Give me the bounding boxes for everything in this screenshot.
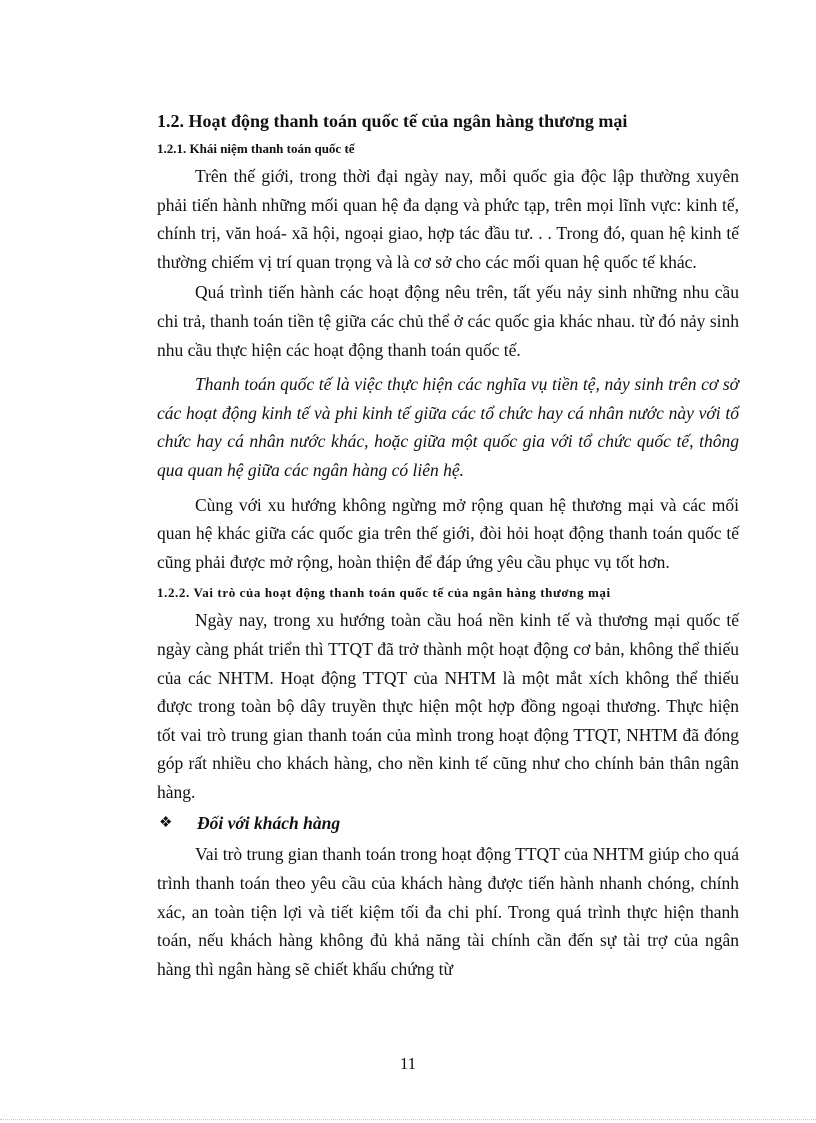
page-number: 11 xyxy=(399,1054,417,1073)
bullet-heading xyxy=(157,808,739,838)
subsection-heading-2: 1.2.2. Vai trò của hoạt động thanh toán quốc tế của ngân hàng thương mại xyxy=(157,585,611,601)
section-heading: 1.2. Hoạt động thanh toán quốc tế của ngân hàng thương mại xyxy=(157,111,628,131)
paragraph-role: Ngày nay, trong xu hướng toàn cầu hoá nền kinh tế và thương mại quốc tế ngày càng phát triển thì TTQT đã trở thành một hoạt động cơ bản, không thể thiếu của các NHTM. Hoạt động TTQT của NHTM là một mắt xích không thể thiếu được trong toàn bộ dây truyền thực hiện một hợp đồng ngoại thương. Thực hiện tốt vai trò trung gian thanh toán của mình trong hoạt động TTQT, NHTM đã đóng góp rất nhiều cho khách hàng, cho nền kinh tế cũng như cho chính bản thân ngân hàng. xyxy=(157,610,739,802)
page-content xyxy=(157,108,739,985)
paragraph-intro: Trên thế giới, trong thời đại ngày nay, mỗi quốc gia độc lập thường xuyên phải tiến hành những mối quan hệ đa dạng và phức tạp, trên mọi lĩnh vực: kinh tế, chính trị, văn hoá- xã hội, ngoại giao, hợp tác đầu tư. . . Trong đó, quan hệ kinh tế thường chiếm vị trí quan trọng và là cơ sở cho các mối quan hệ quốc tế khác. xyxy=(157,166,739,272)
footer-divider xyxy=(0,1119,816,1120)
diamond-bullet-icon: ❖ xyxy=(159,815,173,832)
subsection-heading-1: 1.2.1. Khái niệm thanh toán quốc tế xyxy=(157,141,355,156)
definition-paragraph: Thanh toán quốc tế là việc thực hiện các nghĩa vụ tiền tệ, nảy sinh trên cơ sở các hoạt động kinh tế và phi kinh tế giữa các tổ chức hay cá nhân nước này với tổ chức hay cá nhân nước khác, hoặc giữa một quốc gia với tổ chức quốc tế, thông qua quan hệ giữa các ngân hàng có liên hệ. xyxy=(157,374,739,480)
paragraph-process: Quá trình tiến hành các hoạt động nêu trên, tất yếu nảy sinh những nhu cầu chi trả, thanh toán tiền tệ giữa các chủ thể ở các quốc gia khác nhau. từ đó nảy sinh nhu cầu thực hiện các hoạt động thanh toán quốc tế. xyxy=(157,282,739,360)
paragraph-closing: Cùng với xu hướng không ngừng mở rộng quan hệ thương mại và các mối quan hệ khác giữa các quốc gia trên thế giới, đòi hỏi hoạt động thanh toán quốc tế cũng phải được mở rộng, hoàn thiện để đáp ứng yêu cầu phục vụ tốt hơn. xyxy=(157,494,739,572)
bullet-label: Đối với khách hàng xyxy=(197,813,341,834)
paragraph-customer-role: Vai trò trung gian thanh toán trong hoạt động TTQT của NHTM giúp cho quá trình thanh toán theo yêu cầu của khách hàng được tiến hành nhanh chóng, chính xác, an toàn tiện lợi và tiết kiệm tối đa chi phí. Trong quá trình thực hiện thanh toán, nếu khách hàng không đủ khả năng tài chính cần đến sự tài trợ của ngân hàng thì ngân hàng sẽ chiết khấu chứng từ xyxy=(157,844,739,979)
